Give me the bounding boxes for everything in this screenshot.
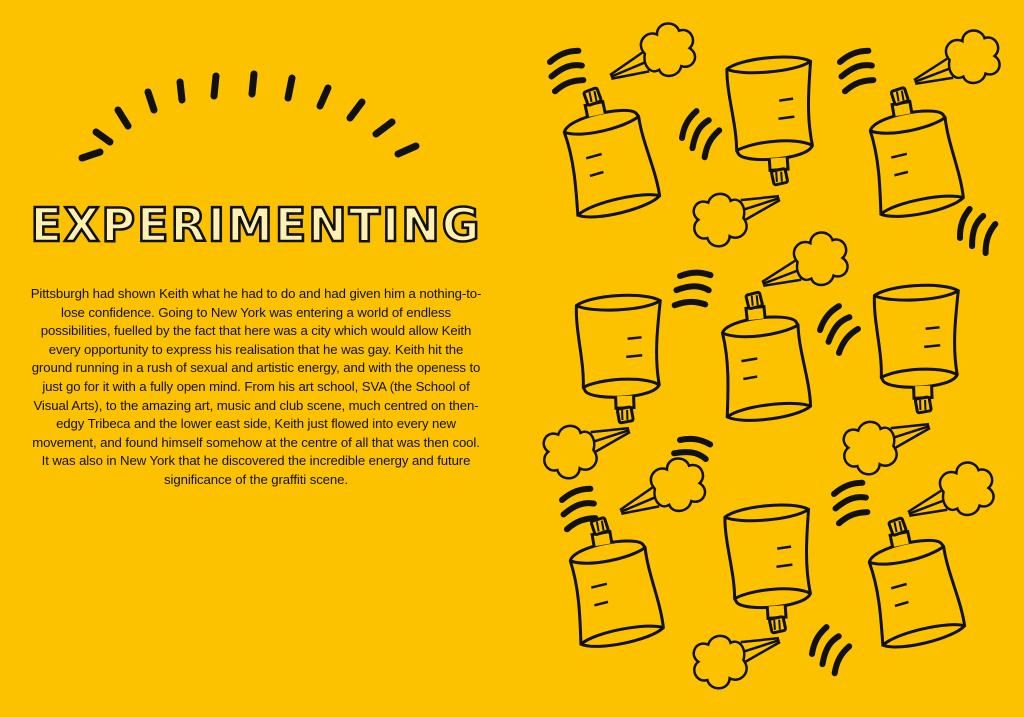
spray-can-icon xyxy=(715,288,812,424)
spray-can-icon xyxy=(726,55,819,188)
swish-icon xyxy=(545,46,588,96)
spray-puff-icon xyxy=(687,179,788,252)
spray-can-icon xyxy=(560,511,665,651)
title-text: EXPERIMENTING xyxy=(30,198,482,252)
spray-can-icon xyxy=(874,284,963,414)
spray-can-icon xyxy=(553,79,662,221)
spray-puff-icon xyxy=(899,456,1001,532)
swish-icon xyxy=(815,303,864,357)
spray-can-icon xyxy=(576,294,665,424)
spray-puff-icon xyxy=(610,452,712,531)
swish-icon xyxy=(674,106,727,162)
body-paragraph: Pittsburgh had shown Keith what he had to do and had given him a nothing-to-lose confidence. Going to New York was entering a world of endless possibilities, fuelled by the fact that here was a city which would allow Keith every opportunity to express his realisation that he was gay. Keith hit the ground running in a rush of sexual and artistic energy, and with the openess to just go for it with a fully open mind. From his art school, SVA (the School of Visual Arts), to the amazing art, music and club scene, much centred on then-edgy Tribeca and the lower east side, Keith just flowed into every new movement, and found himself somehow at the centre of all that was then cool. It was also in New York that he discovered the incredible energy and future significance of the graffiti scene. xyxy=(30,286,482,487)
spray-puff-icon xyxy=(600,17,702,96)
swish-icon xyxy=(666,262,719,318)
spray-puff-icon xyxy=(753,226,855,302)
spray-puff-icon xyxy=(837,407,938,480)
sunburst-dashes-decoration xyxy=(70,70,450,190)
page-title xyxy=(20,195,492,255)
swish-icon xyxy=(804,622,857,678)
swish-icon xyxy=(829,478,872,528)
spray-puff-icon xyxy=(905,24,1007,100)
swish-icon xyxy=(950,203,1006,260)
spray-can-icon xyxy=(724,503,817,636)
spray-can-icon xyxy=(858,509,967,651)
spray-can-pattern xyxy=(512,0,1024,717)
spray-can-icon xyxy=(860,81,965,221)
swish-icon xyxy=(835,46,878,96)
